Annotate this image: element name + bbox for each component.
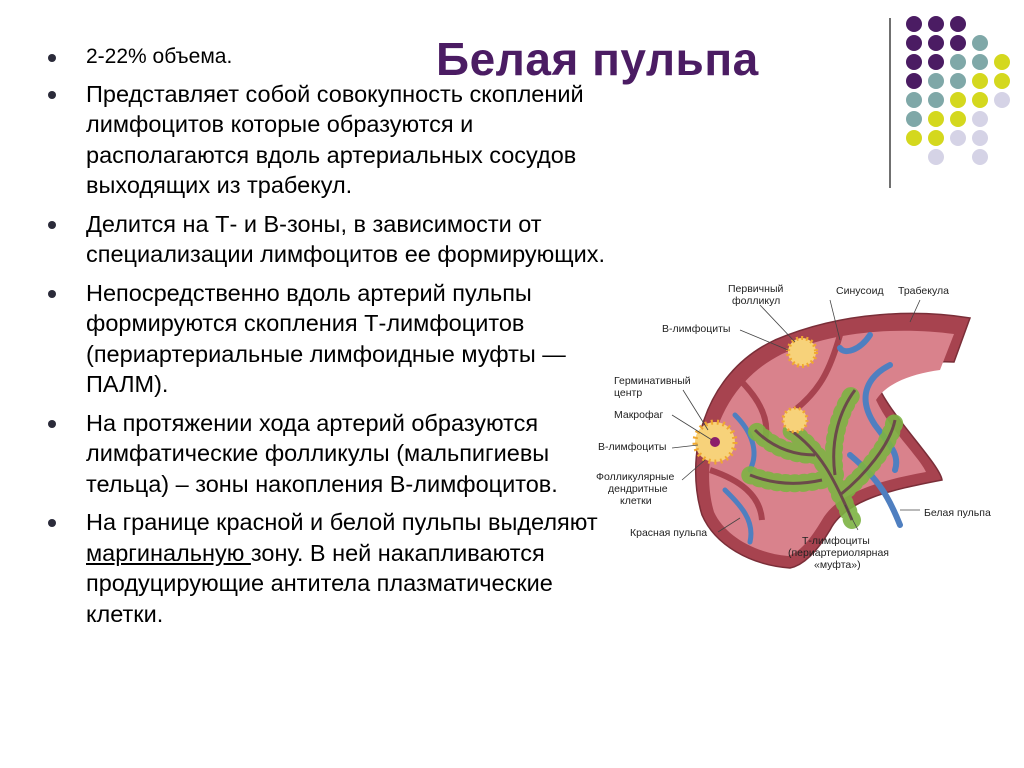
decorative-dot bbox=[972, 73, 988, 89]
decorative-dot bbox=[906, 111, 922, 127]
decorative-dot bbox=[928, 92, 944, 108]
label-t-lymphocytes: «муфта») bbox=[814, 559, 861, 571]
decorative-dot bbox=[972, 35, 988, 51]
decorative-dot bbox=[906, 16, 922, 32]
decorative-dot bbox=[950, 35, 966, 51]
decorative-dot bbox=[928, 111, 944, 127]
decorative-dot bbox=[950, 111, 966, 127]
decorative-dot bbox=[950, 73, 966, 89]
decorative-dot bbox=[972, 130, 988, 146]
bullet-item: Непосредственно вдоль артерий пульпы формируются скопления Т-лимфоцитов (периартериальные лимфоидные муфты — ПАЛМ). bbox=[48, 278, 608, 400]
decorative-dot bbox=[928, 73, 944, 89]
label-t-lymphocytes: (периартериолярная bbox=[788, 547, 889, 559]
label-germinal-center: центр bbox=[614, 387, 643, 399]
decorative-dot bbox=[906, 35, 922, 51]
label-primary-follicle: фолликул bbox=[732, 295, 781, 307]
decorative-dot bbox=[972, 149, 988, 165]
bullet-item bbox=[48, 507, 608, 629]
label-germinal-center: Герминативный bbox=[614, 375, 691, 387]
bullet-item: Представляет собой совокупность скоплений лимфоцитов которые образуются и располагаются вдоль артериальных сосудов выходящих из трабекул. bbox=[48, 79, 608, 201]
decorative-dot bbox=[928, 35, 944, 51]
label-primary-follicle: Первичный bbox=[728, 283, 784, 295]
decorative-dot bbox=[972, 111, 988, 127]
bullet-text-part: зону. В ней накапливаются продуцирующие антитела плазматические клетки. bbox=[86, 539, 553, 627]
decorative-dot bbox=[972, 54, 988, 70]
decorative-dot bbox=[928, 130, 944, 146]
macrophage bbox=[710, 437, 720, 447]
decorative-dot bbox=[994, 73, 1010, 89]
decorative-dot bbox=[950, 16, 966, 32]
label-red-pulp: Красная пульпа bbox=[630, 527, 708, 539]
label-b-lymphocytes: В-лимфоциты bbox=[598, 441, 667, 453]
bullet-text-part: На границе красной и белой пульпы выделяют bbox=[86, 509, 598, 535]
bullet-item: 2-22% объема. bbox=[48, 42, 608, 73]
decorative-dot bbox=[906, 54, 922, 70]
underlined-term: маргинальную bbox=[86, 539, 251, 566]
slide-title: Белая пульпа bbox=[436, 33, 759, 85]
label-fdc: Фолликулярные bbox=[596, 471, 675, 483]
follicle-star bbox=[783, 408, 807, 432]
label-b-lymphocytes: В-лимфоциты bbox=[662, 323, 731, 335]
bullet-list bbox=[48, 42, 608, 637]
decorative-dot bbox=[994, 92, 1010, 108]
label-sinusoid: Синусоид bbox=[836, 285, 884, 297]
label-t-lymphocytes: Т-лимфоциты bbox=[802, 535, 870, 547]
decorative-dot bbox=[928, 16, 944, 32]
label-macrophage: Макрофаг bbox=[614, 409, 664, 421]
decorative-dot bbox=[994, 54, 1010, 70]
decorative-dot bbox=[906, 73, 922, 89]
label-fdc: дендритные bbox=[608, 483, 668, 495]
decorative-divider bbox=[889, 18, 891, 188]
decorative-dot bbox=[950, 92, 966, 108]
label-trabecula: Трабекула bbox=[898, 285, 949, 297]
decorative-dot bbox=[928, 149, 944, 165]
primary-follicle bbox=[788, 338, 816, 366]
decorative-dot bbox=[906, 92, 922, 108]
decorative-dot bbox=[950, 54, 966, 70]
bullet-item: Делится на Т- и В-зоны, в зависимости от специализации лимфоцитов ее формирующих. bbox=[48, 209, 608, 270]
label-fdc: клетки bbox=[620, 495, 652, 507]
decorative-dot bbox=[972, 92, 988, 108]
white-pulp-diagram bbox=[590, 280, 1010, 580]
decorative-dot bbox=[906, 130, 922, 146]
label-white-pulp: Белая пульпа bbox=[924, 507, 991, 519]
decorative-dot bbox=[950, 130, 966, 146]
decorative-dot-grid bbox=[904, 14, 1016, 164]
bullet-item: На протяжении хода артерий образуются лимфатические фолликулы (мальпигиевы тельца) – зоны накопления В-лимфоцитов. bbox=[48, 408, 608, 500]
decorative-dot bbox=[928, 54, 944, 70]
